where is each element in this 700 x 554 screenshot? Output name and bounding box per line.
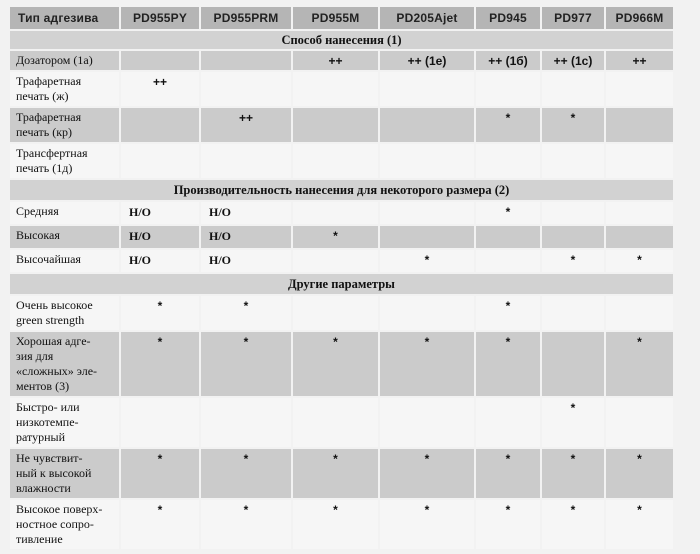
row-label bbox=[10, 449, 119, 498]
row-label bbox=[10, 250, 119, 272]
row-label-line: «сложных» эле- bbox=[16, 364, 98, 378]
value-cell bbox=[476, 398, 540, 447]
value-cell: * bbox=[380, 332, 474, 396]
value-cell: * bbox=[476, 202, 540, 224]
value-cell: * bbox=[293, 226, 378, 248]
value-cell: ++ bbox=[201, 108, 291, 142]
row-label bbox=[10, 296, 119, 330]
value-cell bbox=[476, 72, 540, 106]
value-cell bbox=[476, 250, 540, 272]
value-cell: Н/О bbox=[201, 226, 291, 248]
value-cell bbox=[121, 144, 199, 178]
value-cell: ++ (1б) bbox=[476, 51, 540, 70]
value-cell: Н/О bbox=[121, 202, 199, 224]
table-row bbox=[10, 202, 673, 224]
value-cell: * bbox=[542, 449, 604, 498]
value-cell bbox=[380, 108, 474, 142]
value-cell bbox=[380, 202, 474, 224]
row-label-line: Дозатором (1а) bbox=[16, 53, 93, 67]
value-cell bbox=[476, 144, 540, 178]
header-cell-pd977: PD977 bbox=[542, 7, 604, 29]
row-label-line: Быстро- или bbox=[16, 400, 80, 414]
row-label-line: Высочайшая bbox=[16, 252, 81, 266]
table-body bbox=[10, 31, 673, 549]
value-cell bbox=[606, 72, 673, 106]
row-label-line: Средняя bbox=[16, 204, 59, 218]
row-label-line: Трафаретная bbox=[16, 110, 82, 124]
row-label-line: печать (ж) bbox=[16, 89, 69, 103]
value-cell: ++ bbox=[293, 51, 378, 70]
row-label-line: влажности bbox=[16, 481, 71, 495]
value-cell: * bbox=[293, 500, 378, 549]
value-cell bbox=[293, 296, 378, 330]
value-cell: * bbox=[542, 398, 604, 447]
value-cell bbox=[201, 398, 291, 447]
section-title: Другие параметры bbox=[10, 274, 673, 294]
row-label-line: Трансфертная bbox=[16, 146, 88, 160]
header-cell-pd955m: PD955M bbox=[293, 7, 378, 29]
value-cell: * bbox=[121, 500, 199, 549]
value-cell: ++ bbox=[606, 51, 673, 70]
value-cell: * bbox=[201, 332, 291, 396]
value-cell: * bbox=[542, 250, 604, 272]
value-cell: * bbox=[293, 332, 378, 396]
section-header-row bbox=[10, 274, 673, 294]
row-label bbox=[10, 398, 119, 447]
value-cell bbox=[542, 226, 604, 248]
value-cell bbox=[606, 296, 673, 330]
value-cell: ++ (1е) bbox=[380, 51, 474, 70]
value-cell bbox=[201, 72, 291, 106]
value-cell: Н/О bbox=[121, 250, 199, 272]
table-row bbox=[10, 250, 673, 272]
value-cell: * bbox=[606, 332, 673, 396]
section-header-row bbox=[10, 180, 673, 200]
table-row bbox=[10, 500, 673, 549]
section-header-row bbox=[10, 31, 673, 49]
table-row bbox=[10, 449, 673, 498]
header-cell-pd966m: PD966M bbox=[606, 7, 673, 29]
value-cell: * bbox=[476, 449, 540, 498]
row-label bbox=[10, 108, 119, 142]
value-cell bbox=[201, 144, 291, 178]
table-row bbox=[10, 51, 673, 70]
value-cell: * bbox=[380, 500, 474, 549]
header-cell-pd955prm: PD955PRM bbox=[201, 7, 291, 29]
value-cell bbox=[606, 144, 673, 178]
value-cell bbox=[606, 398, 673, 447]
table-row bbox=[10, 108, 673, 142]
header-cell-pd205ajet: PD205Ajet bbox=[380, 7, 474, 29]
section-title: Производительность нанесения для некоторого размера (2) bbox=[10, 180, 673, 200]
value-cell: * bbox=[201, 296, 291, 330]
header-cell-pd945: PD945 bbox=[476, 7, 540, 29]
value-cell: * bbox=[476, 332, 540, 396]
row-label-line: Очень высокое bbox=[16, 298, 93, 312]
header-row bbox=[10, 7, 673, 29]
value-cell: ++ (1с) bbox=[542, 51, 604, 70]
value-cell bbox=[293, 72, 378, 106]
row-label-line: зия для bbox=[16, 349, 54, 363]
value-cell bbox=[121, 51, 199, 70]
value-cell: Н/О bbox=[121, 226, 199, 248]
row-label-line: ментов (3) bbox=[16, 379, 70, 393]
table-row bbox=[10, 72, 673, 106]
value-cell: * bbox=[121, 449, 199, 498]
row-label-line: ностное сопро- bbox=[16, 517, 94, 531]
value-cell bbox=[380, 72, 474, 106]
row-label-line: Трафаретная bbox=[16, 74, 82, 88]
value-cell: * bbox=[476, 296, 540, 330]
row-label bbox=[10, 51, 119, 70]
value-cell: Н/О bbox=[201, 250, 291, 272]
value-cell: * bbox=[201, 449, 291, 498]
adhesive-comparison-table bbox=[8, 5, 675, 551]
table-row bbox=[10, 144, 673, 178]
table-row bbox=[10, 398, 673, 447]
value-cell bbox=[121, 398, 199, 447]
value-cell bbox=[121, 108, 199, 142]
row-label bbox=[10, 144, 119, 178]
header-cell-type: Тип адгезива bbox=[10, 7, 119, 29]
value-cell: * bbox=[476, 500, 540, 549]
value-cell: * bbox=[293, 449, 378, 498]
table-row bbox=[10, 332, 673, 396]
row-label bbox=[10, 72, 119, 106]
value-cell bbox=[380, 398, 474, 447]
value-cell: ++ bbox=[121, 72, 199, 106]
value-cell: * bbox=[542, 108, 604, 142]
row-label-line: ратурный bbox=[16, 430, 66, 444]
row-label-line: ный к высокой bbox=[16, 466, 92, 480]
value-cell: * bbox=[606, 449, 673, 498]
value-cell bbox=[380, 296, 474, 330]
value-cell: Н/О bbox=[201, 202, 291, 224]
value-cell: * bbox=[606, 500, 673, 549]
value-cell: * bbox=[476, 108, 540, 142]
row-label-line: Хорошая адге- bbox=[16, 334, 91, 348]
value-cell: * bbox=[201, 500, 291, 549]
value-cell bbox=[606, 108, 673, 142]
value-cell bbox=[293, 108, 378, 142]
row-label-line: печать (1д) bbox=[16, 161, 73, 175]
row-label-line: низкотемпе- bbox=[16, 415, 79, 429]
row-label-line: Высокое поверх- bbox=[16, 502, 103, 516]
value-cell bbox=[542, 72, 604, 106]
row-label bbox=[10, 332, 119, 396]
value-cell bbox=[542, 144, 604, 178]
table-row bbox=[10, 226, 673, 248]
row-label bbox=[10, 500, 119, 549]
value-cell bbox=[293, 250, 378, 272]
value-cell: * bbox=[606, 250, 673, 272]
header-cell-pd955py: PD955PY bbox=[121, 7, 199, 29]
value-cell: * bbox=[380, 250, 474, 272]
row-label bbox=[10, 226, 119, 248]
row-label-line: green strength bbox=[16, 313, 85, 327]
row-label bbox=[10, 202, 119, 224]
value-cell: * bbox=[380, 449, 474, 498]
row-label-line: тивление bbox=[16, 532, 63, 546]
value-cell bbox=[606, 226, 673, 248]
row-label-line: печать (кр) bbox=[16, 125, 73, 139]
section-title: Способ нанесения (1) bbox=[10, 31, 673, 49]
value-cell bbox=[380, 144, 474, 178]
table-row bbox=[10, 296, 673, 330]
value-cell bbox=[293, 398, 378, 447]
value-cell bbox=[476, 226, 540, 248]
row-label-line: Высокая bbox=[16, 228, 60, 242]
value-cell bbox=[606, 202, 673, 224]
value-cell: * bbox=[121, 296, 199, 330]
value-cell bbox=[201, 51, 291, 70]
value-cell bbox=[293, 202, 378, 224]
value-cell bbox=[380, 226, 474, 248]
value-cell bbox=[542, 202, 604, 224]
value-cell: * bbox=[121, 332, 199, 396]
value-cell bbox=[542, 296, 604, 330]
value-cell bbox=[293, 144, 378, 178]
value-cell: * bbox=[542, 500, 604, 549]
value-cell bbox=[542, 332, 604, 396]
row-label-line: Не чувствит- bbox=[16, 451, 83, 465]
